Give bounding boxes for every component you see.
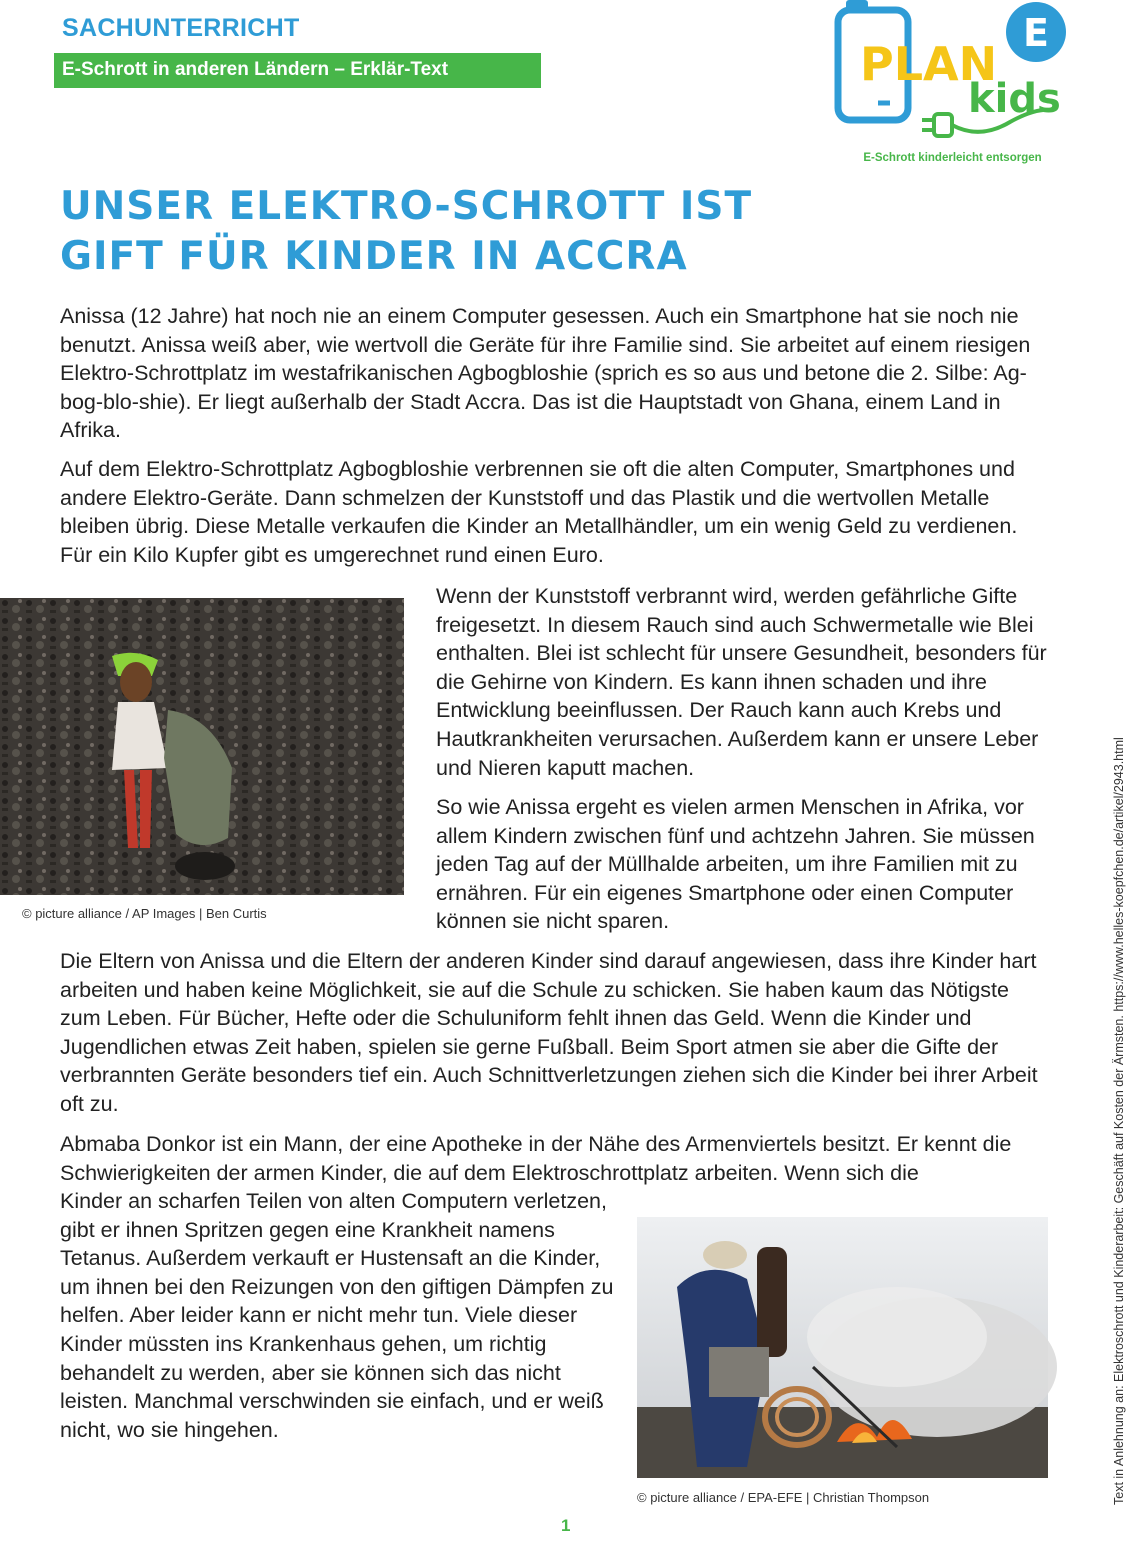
source-note: Text in Anlehnung an: Elektroschrott und Kinderarbeit: Geschäft auf Kosten der Ärmsten. https://www.helles-koepfchen.de/artikel/2943.html (1112, 737, 1126, 1505)
paragraph-intro: Anissa (12 Jahre) hat noch nie an einem Computer gesessen. Auch ein Smartphone hat sie noch nie benutzt. Anissa weiß aber, wie wertvoll die Geräte für ihre Familie sind. Sie arbeitet auf einem riesigen Elektro-Schrottplatz im westafrikanischen Agbogbloshie (sprich es so aus und betone die 2. Silbe: Ag-bog-blo-shie). Er liegt außerhalb der Stadt Accra. Das ist die Hauptstadt von Ghana, einem Land in Afrika. (60, 304, 1031, 443)
photo-girl-dumpsite (0, 598, 404, 895)
paragraph-burning: Auf dem Elektro-Schrottplatz Agbogbloshie verbrennen sie oft die alten Computer, Smartphones und andere Elektro-Geräte. Dann schmelzen der Kunststoff und das Plastik und die wertvollen Metalle bleiben übrig. Diese Metalle verkaufen die Kinder an Metallhändler, um ein wenig Geld zu verdienen. Für ein Kilo Kupfer gibt es umgerechnet rund einen Euro. (60, 457, 1018, 567)
title-line-1: UNSER ELEKTRO-SCHROTT IST (60, 184, 753, 229)
photo-burning-cables (637, 1217, 1048, 1478)
page-number: 1 (561, 1516, 571, 1535)
page-title (60, 182, 752, 282)
title-line-2: GIFT FÜR KINDER IN ACCRA (60, 234, 688, 279)
logo-word-plan: PLAN (860, 37, 998, 91)
logo-tagline: E-Schrott kinderleicht entsorgen (863, 152, 1042, 164)
topic-banner-text: E-Schrott in anderen Ländern – Erklär-Text (62, 59, 449, 80)
subject-label: SACHUNTERRICHT (62, 14, 300, 42)
logo-word-kids: kids (968, 76, 1061, 122)
plan-e-kids-logo (830, 0, 1070, 172)
paragraph-pharmacist-cont: Kinder an scharfen Teilen von alten Computern verletzen, gibt er ihnen Spritzen gegen eine Krankheit namens Tetanus. Außerdem verkauft er Hustensaft an die Kinder, um ihnen bei den Reizungen von den giftigen Dämpfen zu helfen. Aber leider kann er nicht mehr tun. Viele dieser Kinder müssten ins Krankenhaus gehen, um richtig behandelt zu werden, aber sie können sich das nicht leisten. Manchmal verschwinden sie einfach, und er weiß nicht, wo sie hingehen. (60, 1189, 614, 1442)
paragraph-children: So wie Anissa ergeht es vielen armen Menschen in Afrika, vor allem Kindern zwischen fünf und achtzehn Jahren. Sie müssen jeden Tag auf der Müllhalde arbeiten, um ihre Familien mit zu ernähren. Für ein eigenes Smartphone oder einen Computer können sie nicht sparen. (436, 795, 1035, 934)
photo-1-caption: © picture alliance / AP Images | Ben Curtis (22, 906, 267, 921)
paragraph-parents: Die Eltern von Anissa und die Eltern der anderen Kinder sind darauf angewiesen, dass ihre Kinder hart arbeiten und haben keine Möglichkeit, sie auf die Schule zu schicken. Sie haben kaum das Nötigste zum Leben. Für Bücher, Hefte oder die Schuluniform fehlt ihnen das Geld. Wenn die Kinder und Jugendlichen etwas Zeit haben, spielen sie gerne Fußball. Beim Sport atmen sie aber die Gifte der verbrannten Geräte besonders tief ein. Auch Schnittverletzungen ziehen sich die Kinder bei ihrer Arbeit oft zu. (60, 949, 1038, 1116)
photo-2-caption: © picture alliance / EPA-EFE | Christian Thompson (637, 1490, 930, 1505)
topic-banner (54, 53, 541, 88)
logo-letter-e: E (1023, 11, 1049, 55)
paragraph-pharmacist: Abmaba Donkor ist ein Mann, der eine Apotheke in der Nähe des Armenviertels besitzt. Er kennt die Schwierigkeiten der armen Kinder, die auf dem Elektroschrottplatz arbeiten. Wenn sich die (60, 1132, 1012, 1185)
paragraph-toxins: Wenn der Kunststoff verbrannt wird, werden gefährliche Gifte freigesetzt. In diesem Rauch sind auch Schwermetalle wie Blei enthalten. Blei ist schlecht für unsere Gesundheit, besonders für die Gehirne von Kindern. Es kann ihnen schaden und ihre Entwicklung beeinflussen. Der Rauch kann auch Krebs und Hautkrankheiten verursachen. Außerdem kann er unsere Leber und Nieren kaputt machen. (436, 584, 1047, 780)
